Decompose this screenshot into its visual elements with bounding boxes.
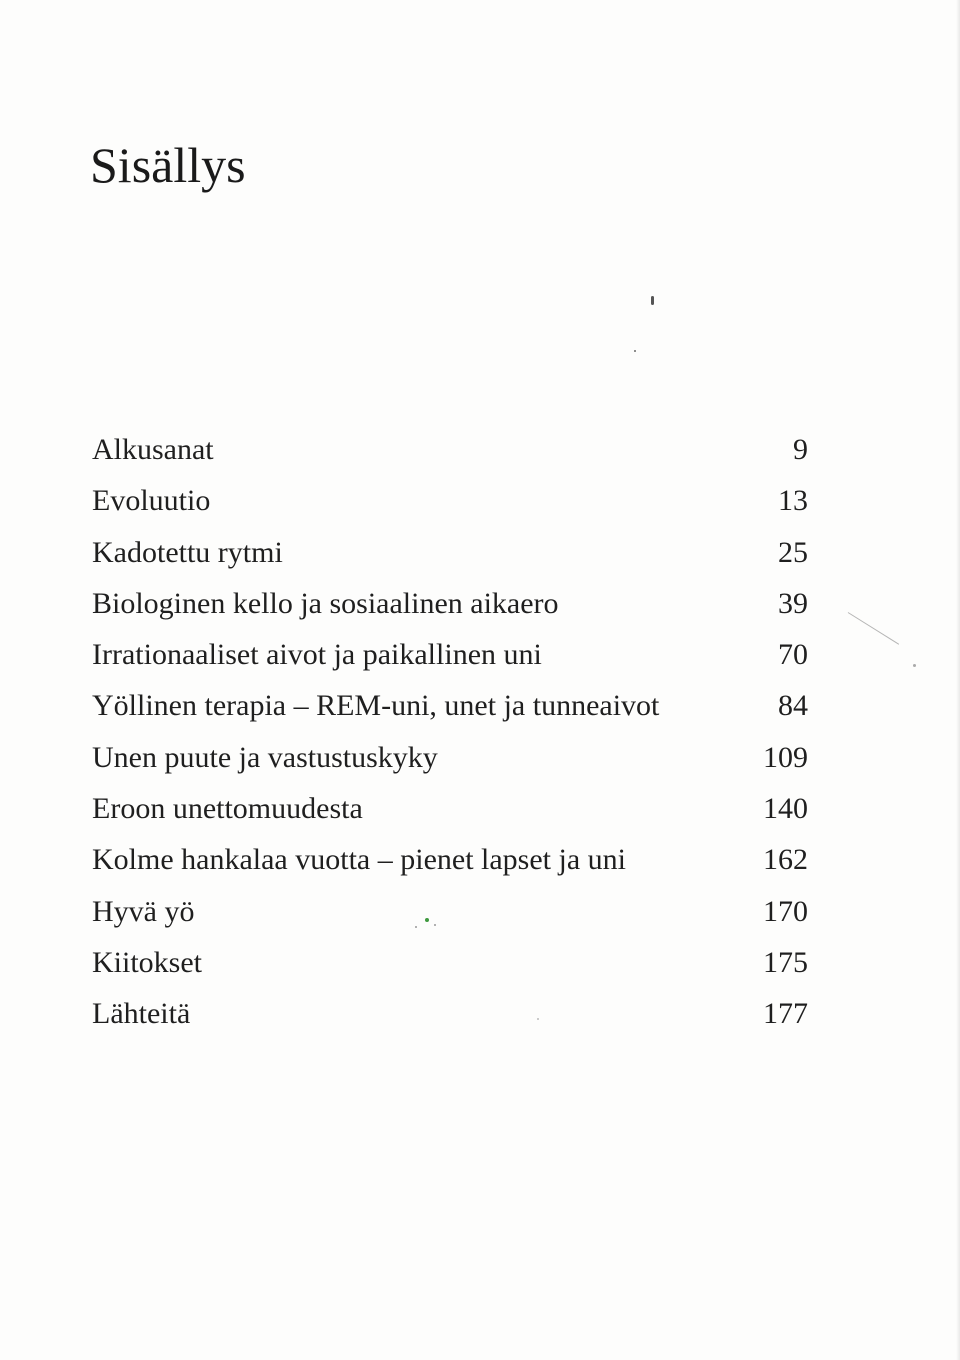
toc-entry-page: 70 (778, 638, 808, 672)
table-of-contents (92, 424, 808, 1040)
toc-entry (92, 783, 808, 834)
toc-entry-page: 175 (763, 945, 808, 979)
scan-speck (651, 296, 654, 305)
scan-speck (913, 664, 916, 667)
toc-entry-title: Kolme hankalaa vuotta – pienet lapset ja uni (92, 843, 626, 877)
toc-entry (92, 527, 808, 578)
toc-entry-page: 162 (763, 843, 808, 877)
page-title: Sisällys (90, 137, 246, 193)
toc-entry (92, 937, 808, 988)
toc-entry-title: Evoluutio (92, 484, 211, 518)
toc-entry-page: 9 (793, 433, 808, 466)
toc-entry-title: Hyvä yö (92, 894, 195, 928)
toc-entry (92, 988, 808, 1039)
toc-entry-title: Yöllinen terapia – REM-uni, unet ja tunneaivot (92, 689, 660, 723)
toc-entry (92, 732, 808, 783)
toc-entry-title: Irrationaaliset aivot ja paikallinen uni (92, 638, 542, 672)
toc-entry (92, 424, 808, 475)
toc-entry-page: 109 (763, 740, 808, 774)
toc-entry-page: 170 (763, 894, 808, 928)
toc-entry-page: 39 (778, 586, 808, 620)
toc-entry-title: Unen puute ja vastustuskyky (92, 740, 438, 774)
toc-entry-title: Kadotettu rytmi (92, 535, 283, 569)
toc-entry (92, 680, 808, 731)
scan-scratch (848, 612, 899, 645)
toc-entry-page: 140 (763, 792, 808, 826)
page-edge-shadow (956, 0, 960, 1360)
toc-entry-title: Alkusanat (92, 433, 214, 466)
scan-speck (425, 918, 429, 922)
toc-entry (92, 834, 808, 885)
toc-entry-title: Eroon unettomuudesta (92, 792, 363, 826)
toc-entry (92, 475, 808, 526)
toc-entry-page: 84 (778, 689, 808, 723)
toc-entry-title: Lähteitä (92, 997, 191, 1031)
toc-entry (92, 886, 808, 937)
toc-entry-page: 25 (778, 535, 808, 569)
toc-entry-page: 13 (778, 484, 808, 518)
toc-entry-title: Kiitokset (92, 945, 202, 979)
toc-entry (92, 629, 808, 680)
scan-speck (434, 924, 436, 926)
scan-speck (634, 350, 636, 352)
scan-speck (415, 926, 417, 928)
scan-speck (537, 1018, 539, 1020)
toc-entry (92, 578, 808, 629)
toc-entry-page: 177 (763, 997, 808, 1031)
toc-entry-title: Biologinen kello ja sosiaalinen aikaero (92, 586, 559, 620)
